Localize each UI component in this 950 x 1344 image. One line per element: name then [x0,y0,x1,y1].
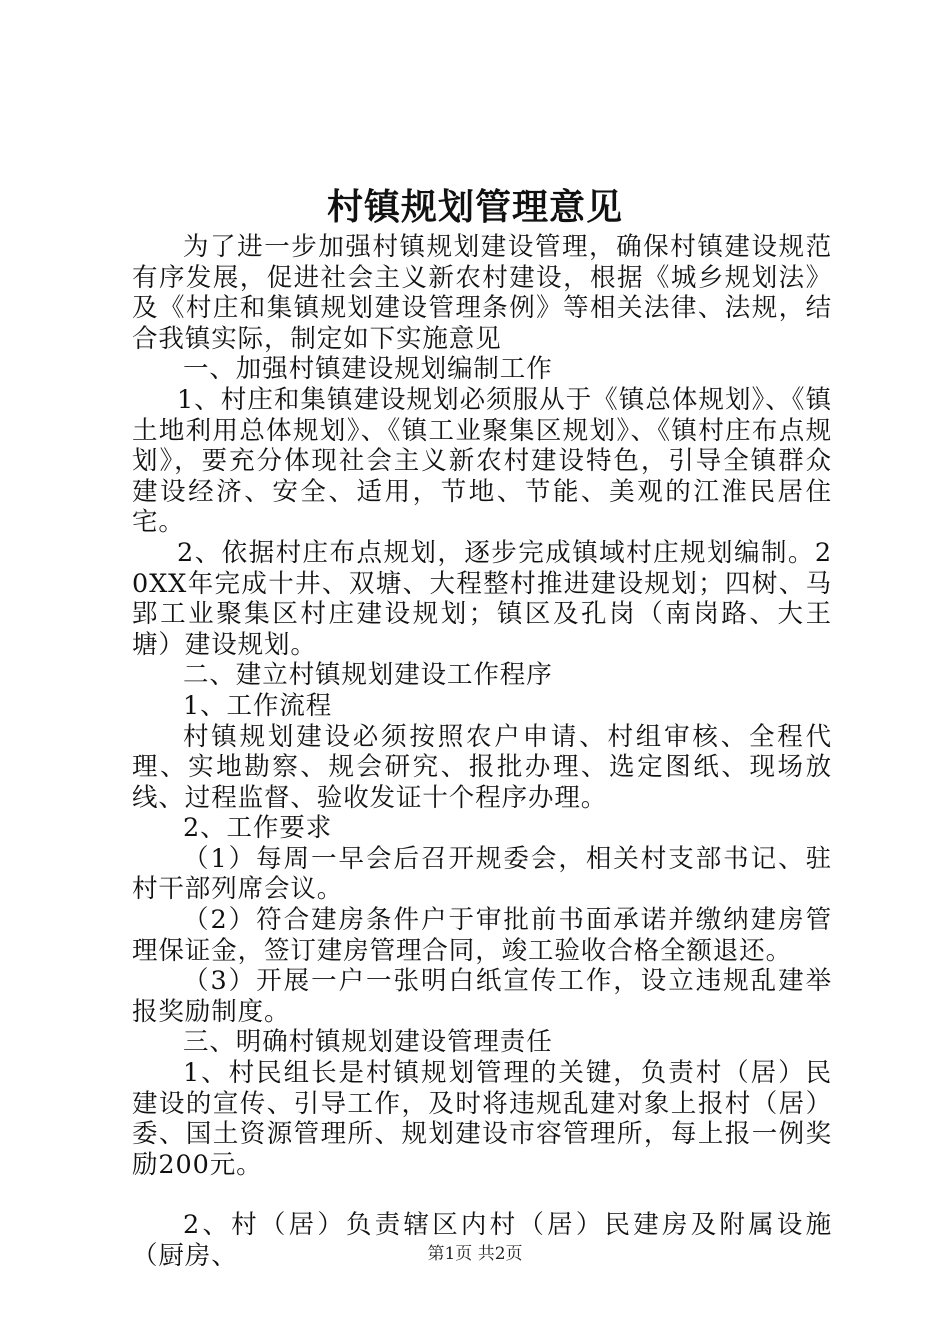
document-body [132,232,832,1272]
section-heading-1: 一、加强村镇建设规划编制工作 [183,354,553,385]
document-title: 村镇规划管理意见 [326,186,623,228]
section-heading-3: 三、明确村镇规划建设管理责任 [183,1027,553,1058]
requirement-item-3: （3）开展一户一张明白纸宣传工作，设立违规乱建举报奖励制度。 [132,966,832,1027]
subheading-2-2: 2、工作要求 [183,813,333,844]
paragraph-3-1: 1、村民组长是村镇规划管理的关键，负责村（居）民建设的宣传、引导工作，及时将违规乱建对象上报村（居）委、国土资源管理所、规划建设市容管理所，每上报一例奖励200元。 [132,1058,832,1180]
requirement-item-1: （1）每周一早会后召开规委会，相关村支部书记、驻村干部列席会议。 [132,843,832,905]
section-heading-2: 二、建立村镇规划建设工作程序 [183,660,553,691]
paragraph-2-1: 村镇规划建设必须按照农户申请、村组审核、全程代理、实地勘察、规会研究、报批办理、选定图纸、现场放线、过程监督、验收发证十个程序办理。 [132,721,832,813]
subheading-2-1: 1、工作流程 [183,690,333,721]
paragraph-1-1: 1、村庄和集镇建设规划必须服从于《镇总体规划》、《镇土地利用总体规划》、《镇工业聚集区规划》、《镇村庄布点规划》，要充分体现社会主义新农村建设特色，引导全镇群众建设经济、安全、适用，节地、节能、美观的江淮民居住宅。 [132,384,832,538]
requirement-item-2: （2）符合建房条件户于审批前书面承诺并缴纳建房管理保证金，签订建房管理合同，竣工验收合格全额退还。 [132,905,832,966]
page-footer: 第1页 共2页 [427,1244,523,1264]
intro-paragraph: 为了进一步加强村镇规划建设管理，确保村镇建设规范有序发展，促进社会主义新农村建设，根据《城乡规划法》及《村庄和集镇规划建设管理条例》等相关法律、法规，结合我镇实际，制定如下实施意见 [132,232,832,354]
paragraph-3-2: 2、村（居）负责辖区内村（居）民建房及附属设施（厨房、 [132,1210,832,1271]
paragraph-1-2: 2、依据村庄布点规划，逐步完成镇域村庄规划编制。20XX年完成十井、双塘、大程整村推进建设规划；四树、马郢工业聚集区村庄建设规划；镇区及孔岗（南岗路、大王塘）建设规划。 [132,537,832,660]
